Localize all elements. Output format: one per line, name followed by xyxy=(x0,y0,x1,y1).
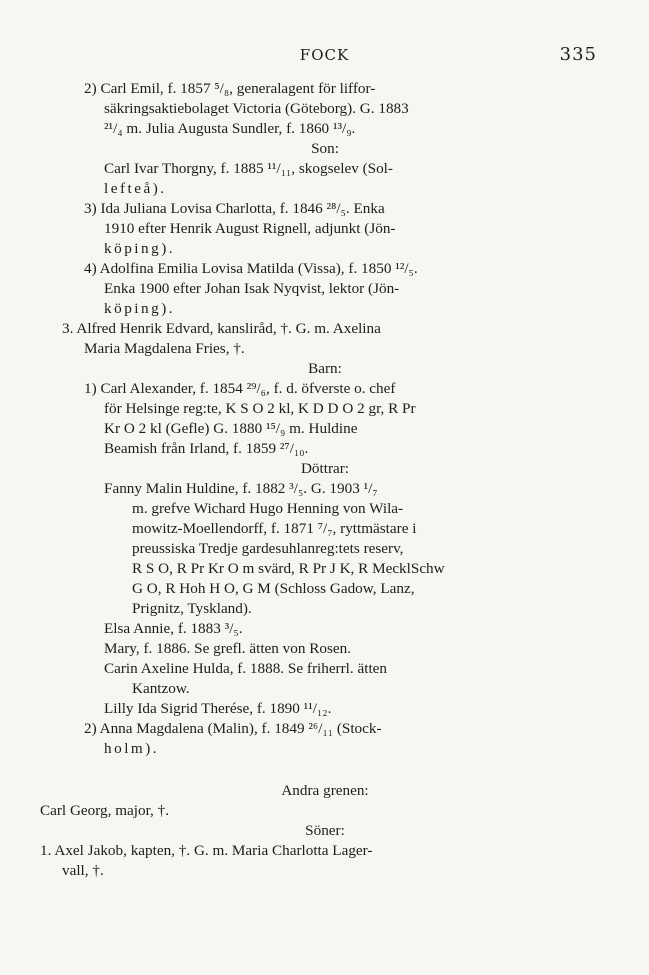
text-line: Andra grenen: xyxy=(281,782,369,799)
page-number: 335 xyxy=(559,44,597,65)
text-line: Fanny Malin Huldine, f. 1882 ³/₅. G. 1903 ¹/₇ xyxy=(104,480,378,497)
text-line: Son: xyxy=(311,140,339,157)
text-line: Carin Axeline Hulda, f. 1888. Se friherrl. ätten xyxy=(104,660,387,677)
text-line: Enka 1900 efter Johan Isak Nyqvist, lektor (Jön- xyxy=(104,280,400,297)
text-line: Lilly Ida Sigrid Therése, f. 1890 ¹¹/₁₂. xyxy=(104,700,332,717)
text-line: 3. Alfred Henrik Edvard, kansliråd, †. G. m. Axelina xyxy=(62,320,381,337)
text-line: 3) Ida Juliana Lovisa Charlotta, f. 1846 ²⁸/₅. Enka xyxy=(84,200,385,217)
text-line: 1. Axel Jakob, kapten, †. G. m. Maria Charlotta Lager- xyxy=(40,842,373,859)
text-line: mowitz-Moellendorff, f. 1871 ⁷/₇, ryttmästare i xyxy=(132,520,417,537)
text-line: m. grefve Wichard Hugo Henning von Wila- xyxy=(132,500,404,517)
text-line: G O, R Hoh H O, G M (Schloss Gadow, Lanz, xyxy=(132,580,415,597)
text-line: Carl Georg, major, †. xyxy=(40,802,170,819)
text-line: Döttrar: xyxy=(300,460,350,477)
text-line: lefteå). xyxy=(104,180,167,197)
text-line: 1) Carl Alexander, f. 1854 ²⁹/₆, f. d. öfverste o. chef xyxy=(84,380,396,397)
text-line: Beamish från Irland, f. 1859 ²⁷/₁₀. xyxy=(104,440,309,457)
text-line: säkringsaktiebolaget Victoria (Göteborg). G. 1883 xyxy=(104,100,409,117)
text-line: Barn: xyxy=(308,360,342,377)
text-line: 4) Adolfina Emilia Lovisa Matilda (Vissa), f. 1850 ¹²/₅. xyxy=(84,260,418,277)
blank-line xyxy=(40,759,610,781)
running-head: FOCK xyxy=(299,46,350,64)
text-line: 1910 efter Henrik August Rignell, adjunkt (Jön- xyxy=(104,220,396,237)
text-line: för Helsinge reg:te, K S O 2 kl, K D D O 2 gr, R Pr xyxy=(104,400,416,417)
text-line: Mary, f. 1886. Se grefl. ätten von Rosen. xyxy=(104,640,352,657)
text-line: Elsa Annie, f. 1883 ³/₅. xyxy=(104,620,243,637)
text-line: holm). xyxy=(104,740,160,757)
text-line: 2) Carl Emil, f. 1857 ⁵/₈, generalagent för liffor- xyxy=(84,80,376,97)
text-line: Kr O 2 kl (Gefle) G. 1880 ¹⁵/₉ m. Huldine xyxy=(104,420,358,437)
text-line: R S O, R Pr Kr O m svärd, R Pr J K, R MecklSchw xyxy=(132,560,445,577)
text-line: 2) Anna Magdalena (Malin), f. 1849 ²⁶/₁₁ (Stock- xyxy=(84,720,382,737)
text-line: Prignitz, Tyskland). xyxy=(132,600,252,617)
text-line: köping). xyxy=(104,300,176,317)
text-line: Söner: xyxy=(305,822,345,839)
text-line: Maria Magdalena Fries, †. xyxy=(84,340,245,357)
text-line: ²¹/₄ m. Julia Augusta Sundler, f. 1860 ¹³/₉. xyxy=(104,120,356,137)
text-line: vall, †. xyxy=(62,862,104,879)
text-line: Kantzow. xyxy=(132,680,190,697)
genealogy-text xyxy=(40,79,610,881)
text-line: Carl Ivar Thorgny, f. 1885 ¹¹/₁₁, skogselev (Sol- xyxy=(104,160,393,177)
text-line: preussiska Tredje gardesuhlanreg:tets reserv, xyxy=(132,540,404,557)
text-line: köping). xyxy=(104,240,176,257)
page-header xyxy=(0,44,649,68)
